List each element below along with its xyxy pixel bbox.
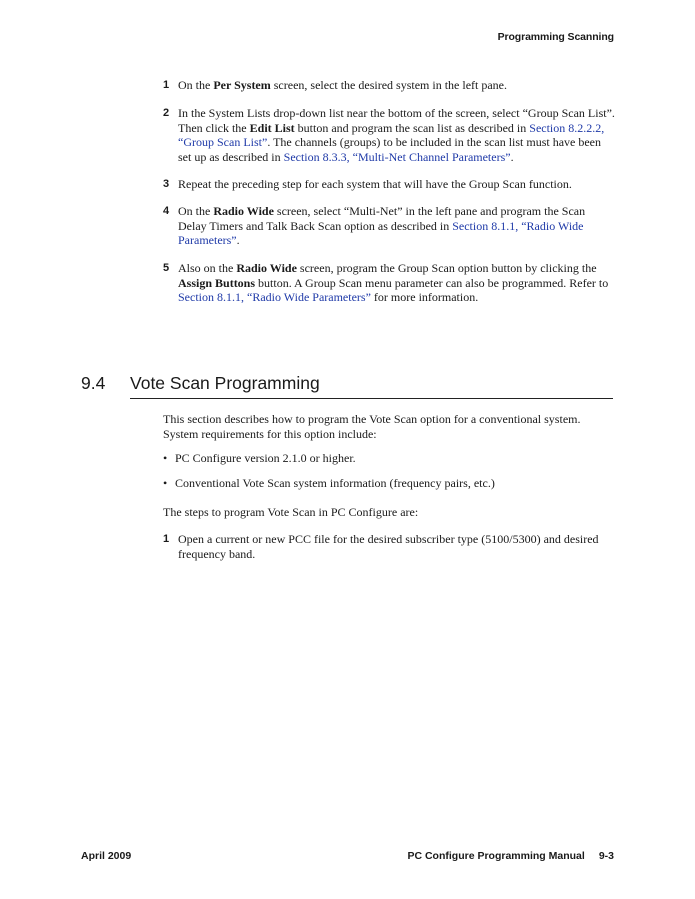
section-title: Vote Scan Programming bbox=[130, 373, 320, 393]
footer-date: April 2009 bbox=[81, 850, 132, 862]
step-text: . The channels (groups) to be included in the scan list must have been set up as described in bbox=[178, 135, 602, 164]
step-text: On the bbox=[178, 204, 214, 218]
link-section-8-2-2-2[interactable]: Section 8.2.2.2, “Group Scan List” bbox=[178, 120, 605, 149]
step-bold: Edit List bbox=[249, 120, 295, 135]
step-text: screen, select the desired system in the left pane. bbox=[270, 78, 508, 92]
link-section-8-3-3[interactable]: Section 8.3.3, “Multi-Net Channel Parameters” bbox=[283, 149, 511, 164]
link-section-8-1-1[interactable]: Section 8.1.1, “Radio Wide Parameters” bbox=[178, 290, 371, 304]
step-text: screen, program the Group Scan option button by clicking the bbox=[296, 261, 597, 275]
step-number: 1 bbox=[163, 533, 170, 545]
step-text: In the System Lists drop-down list near the bottom of the screen, select “Group Scan List”. Then click the bbox=[178, 106, 615, 135]
step-bold: Assign Buttons bbox=[178, 275, 256, 290]
section-intro: This section describes how to program the Vote Scan option for a conventional system. System requirements for this option include: bbox=[163, 412, 581, 441]
step-bold: Radio Wide bbox=[236, 261, 297, 275]
bullet-text: PC Configure version 2.1.0 or higher. bbox=[175, 451, 356, 465]
step-number: 3 bbox=[163, 178, 170, 190]
step-text: button and program the scan list as described in bbox=[294, 120, 530, 135]
step-number: 1 bbox=[163, 79, 170, 91]
step-4 bbox=[163, 204, 615, 248]
section-rule bbox=[130, 398, 613, 399]
step-number: 5 bbox=[163, 262, 170, 274]
footer-manual-title: PC Configure Programming Manual bbox=[407, 850, 585, 862]
step-2 bbox=[163, 106, 615, 164]
step-text: Also on the bbox=[178, 261, 237, 275]
step-1 bbox=[163, 78, 615, 93]
bullet-text: Conventional Vote Scan system information (frequency pairs, etc.) bbox=[175, 476, 495, 490]
bullet-item bbox=[163, 476, 615, 491]
footer-manual bbox=[407, 850, 614, 862]
step-text: On the bbox=[178, 78, 214, 92]
step-bold: Per System bbox=[213, 78, 271, 92]
step-3 bbox=[163, 177, 615, 192]
vote-step-1 bbox=[163, 532, 615, 561]
section-number: 9.4 bbox=[81, 373, 106, 393]
step-bold: Radio Wide bbox=[213, 204, 274, 218]
page-number: 9-3 bbox=[598, 850, 614, 862]
step-text: screen, select “Multi-Net” in the left pane and program the Scan Delay Timers and Talk Back Scan option as described in bbox=[178, 204, 586, 233]
bullet-item bbox=[163, 451, 615, 466]
step-text: . bbox=[236, 233, 240, 247]
step-text: . bbox=[510, 149, 514, 164]
step-text: button. A Group Scan menu parameter can also be programmed. Refer to bbox=[255, 275, 609, 290]
step-text: Repeat the preceding step for each system that will have the Group Scan function. bbox=[178, 177, 572, 191]
step-text: Open a current or new PCC file for the desired subscriber type (5100/5300) and desired frequency band. bbox=[178, 532, 599, 561]
bullet-icon: • bbox=[163, 476, 168, 490]
step-5 bbox=[163, 261, 615, 305]
step-number: 2 bbox=[163, 107, 170, 119]
step-text: for more information. bbox=[370, 290, 479, 304]
bullet-icon: • bbox=[163, 451, 168, 465]
running-header: Programming Scanning bbox=[497, 31, 614, 43]
step-number: 4 bbox=[163, 205, 170, 217]
steps-intro: The steps to program Vote Scan in PC Configure are: bbox=[163, 505, 419, 519]
link-section-8-1-1[interactable]: Section 8.1.1, “Radio Wide Parameters” bbox=[178, 218, 584, 247]
